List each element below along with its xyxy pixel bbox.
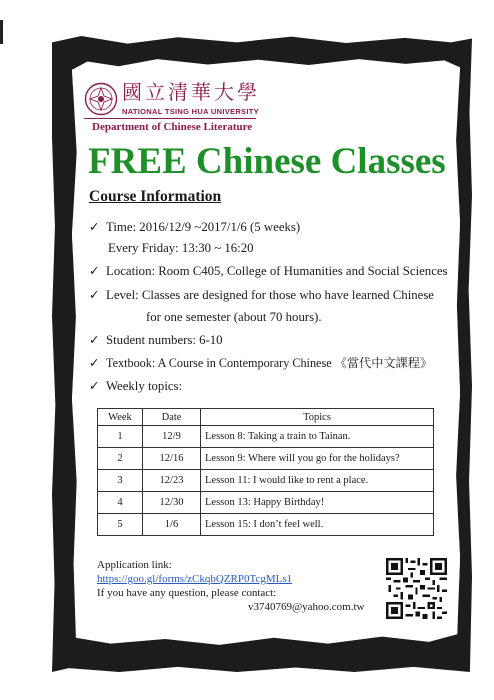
level-detail: for one semester (about 70 hours). bbox=[146, 310, 322, 324]
date-cell: 12/9 bbox=[143, 426, 201, 448]
check-icon: ✓ bbox=[89, 288, 100, 302]
contact-text: If you have any question, please contact: bbox=[97, 587, 277, 599]
check-icon: ✓ bbox=[89, 356, 100, 370]
column-header-topics: Topics bbox=[201, 409, 434, 426]
application-link[interactable]: https://goo.gl/forms/zCkqbQZRP0TcgMLs1 bbox=[97, 573, 293, 585]
application-label: Application link: bbox=[97, 559, 172, 571]
date-cell: 12/16 bbox=[143, 448, 201, 470]
table-header-row bbox=[98, 409, 434, 426]
section-heading: Course Information bbox=[89, 188, 222, 205]
students-line: Student numbers: 6-10 bbox=[106, 333, 223, 347]
week-cell: 4 bbox=[98, 492, 143, 514]
topic-cell: Lesson 15: I don’t feel well. bbox=[201, 514, 434, 536]
topic-cell: Lesson 9: Where will you go for the holidays? bbox=[201, 448, 434, 470]
table-row bbox=[98, 492, 434, 514]
university-seal-icon bbox=[84, 82, 118, 116]
table-row bbox=[98, 514, 434, 536]
week-cell: 2 bbox=[98, 448, 143, 470]
table-row bbox=[98, 470, 434, 492]
date-cell: 1/6 bbox=[143, 514, 201, 536]
check-icon: ✓ bbox=[89, 264, 100, 278]
department-name: Department of Chinese Literature bbox=[92, 121, 253, 133]
location-line: Location: Room C405, College of Humanities and Social Sciences bbox=[106, 264, 448, 278]
weekly-topics-line: Weekly topics: bbox=[106, 379, 183, 393]
page-title: FREE Chinese Classes bbox=[88, 141, 446, 182]
date-cell: 12/23 bbox=[143, 470, 201, 492]
topic-cell: Lesson 13: Happy Birthday! bbox=[201, 492, 434, 514]
table-row bbox=[98, 448, 434, 470]
week-cell: 1 bbox=[98, 426, 143, 448]
week-cell: 5 bbox=[98, 514, 143, 536]
logo-divider bbox=[84, 118, 256, 119]
level-line: Level: Classes are designed for those who have learned Chinese bbox=[106, 288, 434, 302]
textbook-line: Textbook: A Course in Contemporary Chinese 《當代中文課程》 bbox=[106, 356, 433, 370]
week-cell: 3 bbox=[98, 470, 143, 492]
time-line: Time: 2016/12/9 ~2017/1/6 (5 weeks) bbox=[106, 220, 301, 234]
check-icon: ✓ bbox=[89, 220, 100, 234]
weekly-topics-table bbox=[97, 408, 434, 536]
qr-code-icon bbox=[386, 558, 447, 619]
topic-cell: Lesson 8: Taking a train to Tainan. bbox=[201, 426, 434, 448]
column-header-date: Date bbox=[143, 409, 201, 426]
column-header-week: Week bbox=[98, 409, 143, 426]
topic-cell: Lesson 11: I would like to rent a place. bbox=[201, 470, 434, 492]
scan-edge-mark bbox=[0, 20, 3, 44]
date-cell: 12/30 bbox=[143, 492, 201, 514]
university-name-english: NATIONAL TSING HUA UNIVERSITY bbox=[122, 107, 259, 116]
university-name-chinese: 國立清華大學 bbox=[122, 80, 260, 104]
check-icon: ✓ bbox=[89, 333, 100, 347]
contact-email: v3740769@yahoo.com.tw bbox=[248, 601, 365, 613]
check-icon: ✓ bbox=[89, 379, 100, 393]
time-detail: Every Friday: 13:30 ~ 16:20 bbox=[108, 241, 254, 255]
table-row bbox=[98, 426, 434, 448]
